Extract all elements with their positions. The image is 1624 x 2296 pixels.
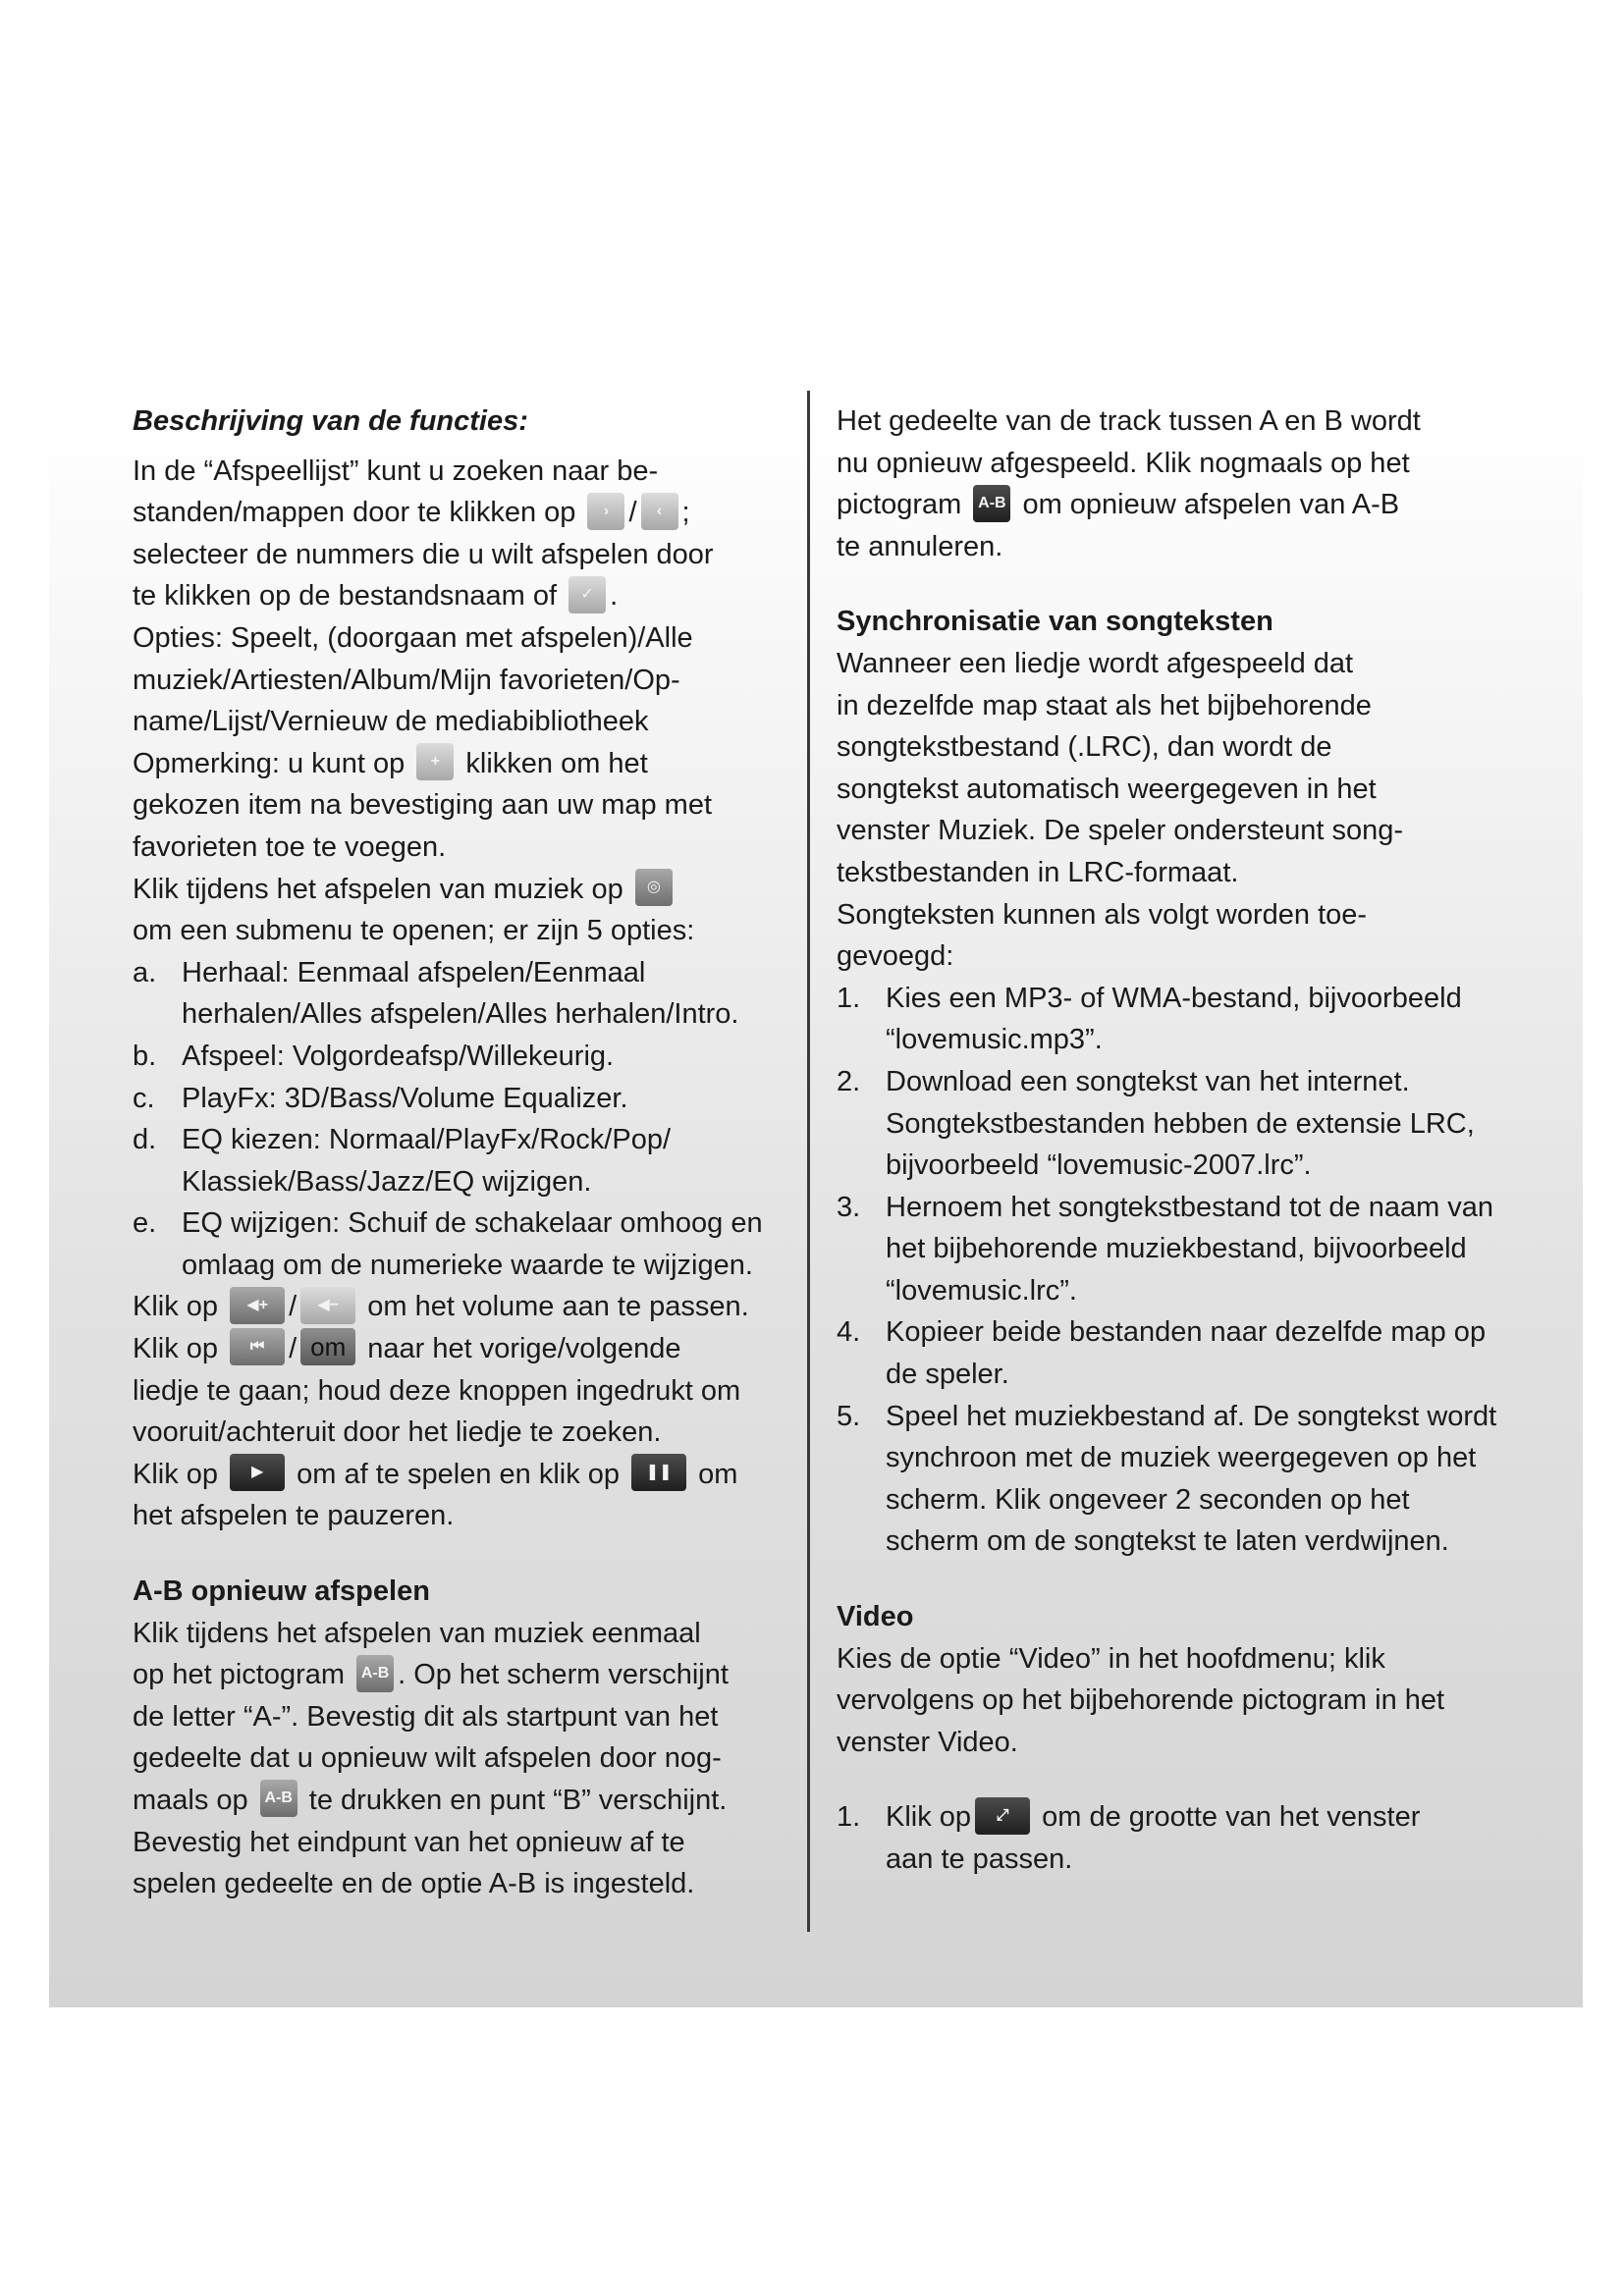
list-item: b. Afspeel: Volgordeafsp/Willekeurig. [133, 1040, 615, 1072]
sync-paragraph: Wanneer een liedje wordt afgespeeld dat in dezelfde map staat als het bijbehorende songtekstbestand (.LRC), dan wordt de songtekst automatisch weergegeven in het venster Muziek. De speler ondersteunt song- tekstbestanden in LRC-formaat. Songteksten kunnen als volgt worden toe- gevoegd: [837, 647, 1404, 973]
list-item: a. Herhaal: Eenmaal afspelen/Eenmaal herhalen/Alles afspelen/Alles herhalen/Intro. [133, 956, 739, 1031]
sync-heading: Synchronisatie van songteksten [837, 606, 1273, 638]
right-column [837, 400, 1504, 1881]
list-item: 3. Hernoem het songtekstbestand tot de naam van het bijbehorende muziekbestand, bijvoorbeeld “lovemusic.lrc”. [837, 1191, 1494, 1307]
volume-down-icon[interactable] [300, 1287, 355, 1324]
navigation-paragraph: Klik op ⏮ / om naar het vorige/volgende liedje te gaan; houd deze knoppen ingedrukt om vooruit/achteruit door het liedje te zoeken. [133, 1328, 790, 1454]
ab-repeat-heading: A-B opnieuw afspelen [133, 1575, 430, 1608]
ab-repeat-icon[interactable] [356, 1655, 394, 1692]
video-heading: Video [837, 1601, 914, 1633]
list-item: e. EQ wijzigen: Schuif de schakelaar omhoog en omlaag om de numerieke waarde te wijzigen. [133, 1207, 763, 1281]
ab-repeat-icon[interactable] [973, 485, 1010, 522]
options-paragraph: Opties: Speelt, (doorgaan met afspelen)/Alle muziek/Artiesten/Album/Mijn favorieten/Op- name/Lijst/Vernieuw de mediabibliotheek [133, 621, 693, 738]
resize-window-icon[interactable] [975, 1797, 1030, 1835]
list-item: 1. Kies een MP3- of WMA-bestand, bijvoorbeeld “lovemusic.mp3”. [837, 982, 1462, 1056]
note-paragraph: Opmerking: u kunt op + klikken om het gekozen item na bevestiging aan uw map met favorieten toe te voegen. [133, 743, 790, 869]
left-column [133, 400, 790, 1905]
pause-icon[interactable] [631, 1454, 686, 1491]
ab-repeat-paragraph: Klik tijdens het afspelen van muziek eenmaal op het pictogram A-B . Op het scherm verschijnt de letter “A-”. Bevestig dit als startpunt van het gedeelte dat u opnieuw wilt afspelen door nog- maals op A-B te drukken en punt “B” verschijnt. Bevestig het eindpunt van het opnieuw af te spelen gedeelte en de optie A-B is ingesteld. [133, 1613, 790, 1905]
ab-repeat-icon[interactable] [260, 1780, 298, 1817]
play-arrow-icon[interactable] [587, 493, 624, 530]
video-paragraph: Kies de optie “Video” in het hoofdmenu; klik vervolgens op het bijbehorende pictogram in het venster Video. [837, 1642, 1445, 1758]
submenu-options-list [133, 952, 790, 1287]
volume-up-icon[interactable] [230, 1287, 285, 1324]
settings-disc-icon[interactable] [635, 869, 673, 906]
submenu-paragraph: Klik tijdens het afspelen van muziek op ◎ om een submenu te openen; er zijn 5 opties: [133, 869, 790, 952]
play-icon[interactable] [230, 1454, 285, 1491]
play-pause-paragraph: Klik op ▶ om af te spelen en klik op ❚❚ om het afspelen te pauzeren. [133, 1454, 790, 1537]
functions-heading: Beschrijving van de functies: [133, 405, 528, 437]
list-item: 2. Download een songtekst van het internet. Songtekstbestanden hebben de extensie LRC, bijvoorbeeld “lovemusic-2007.lrc”. [837, 1065, 1475, 1182]
next-icon[interactable]: om [300, 1328, 355, 1365]
list-item: 5. Speel het muziekbestand af. De songtekst wordt synchroon met de muziek weergegeven op het scherm. Klik ongeveer 2 seconden op het scherm om de songtekst te laten verdwijnen. [837, 1400, 1497, 1558]
checkmark-icon[interactable] [568, 576, 606, 614]
list-item: 4. Kopieer beide bestanden naar dezelfde map op de speler. [837, 1316, 1487, 1391]
lyrics-steps-list [837, 978, 1504, 1563]
volume-line: Klik op ◀+ /◀− om het volume aan te passen. [133, 1286, 790, 1328]
column-divider [807, 391, 810, 1932]
list-item: c. PlayFx: 3D/Bass/Volume Equalizer. [133, 1082, 628, 1114]
list-item: d. EQ kiezen: Normaal/PlayFx/Rock/Pop/ Klassiek/Bass/Jazz/EQ wijzigen. [133, 1124, 672, 1198]
playlist-paragraph: In de “Afspeellijst” kunt u zoeken naar be- standen/mappen door te klikken op › /‹ ; selecteer de nummers die u wilt afspelen door te klikken op de bestandsnaam of ✓ . [133, 451, 790, 617]
ab-continued-paragraph: Het gedeelte van de track tussen A en B wordt nu opnieuw afgespeeld. Klik nogmaals op het pictogram A-B om opnieuw afspelen van A-B te annuleren. [837, 400, 1504, 567]
add-favorite-icon[interactable] [416, 743, 454, 780]
previous-icon[interactable] [230, 1328, 285, 1365]
back-arrow-icon[interactable] [641, 493, 678, 530]
video-step: 1. Klik op⤢ om de grootte van het venster aan te passen. [837, 1796, 1504, 1880]
